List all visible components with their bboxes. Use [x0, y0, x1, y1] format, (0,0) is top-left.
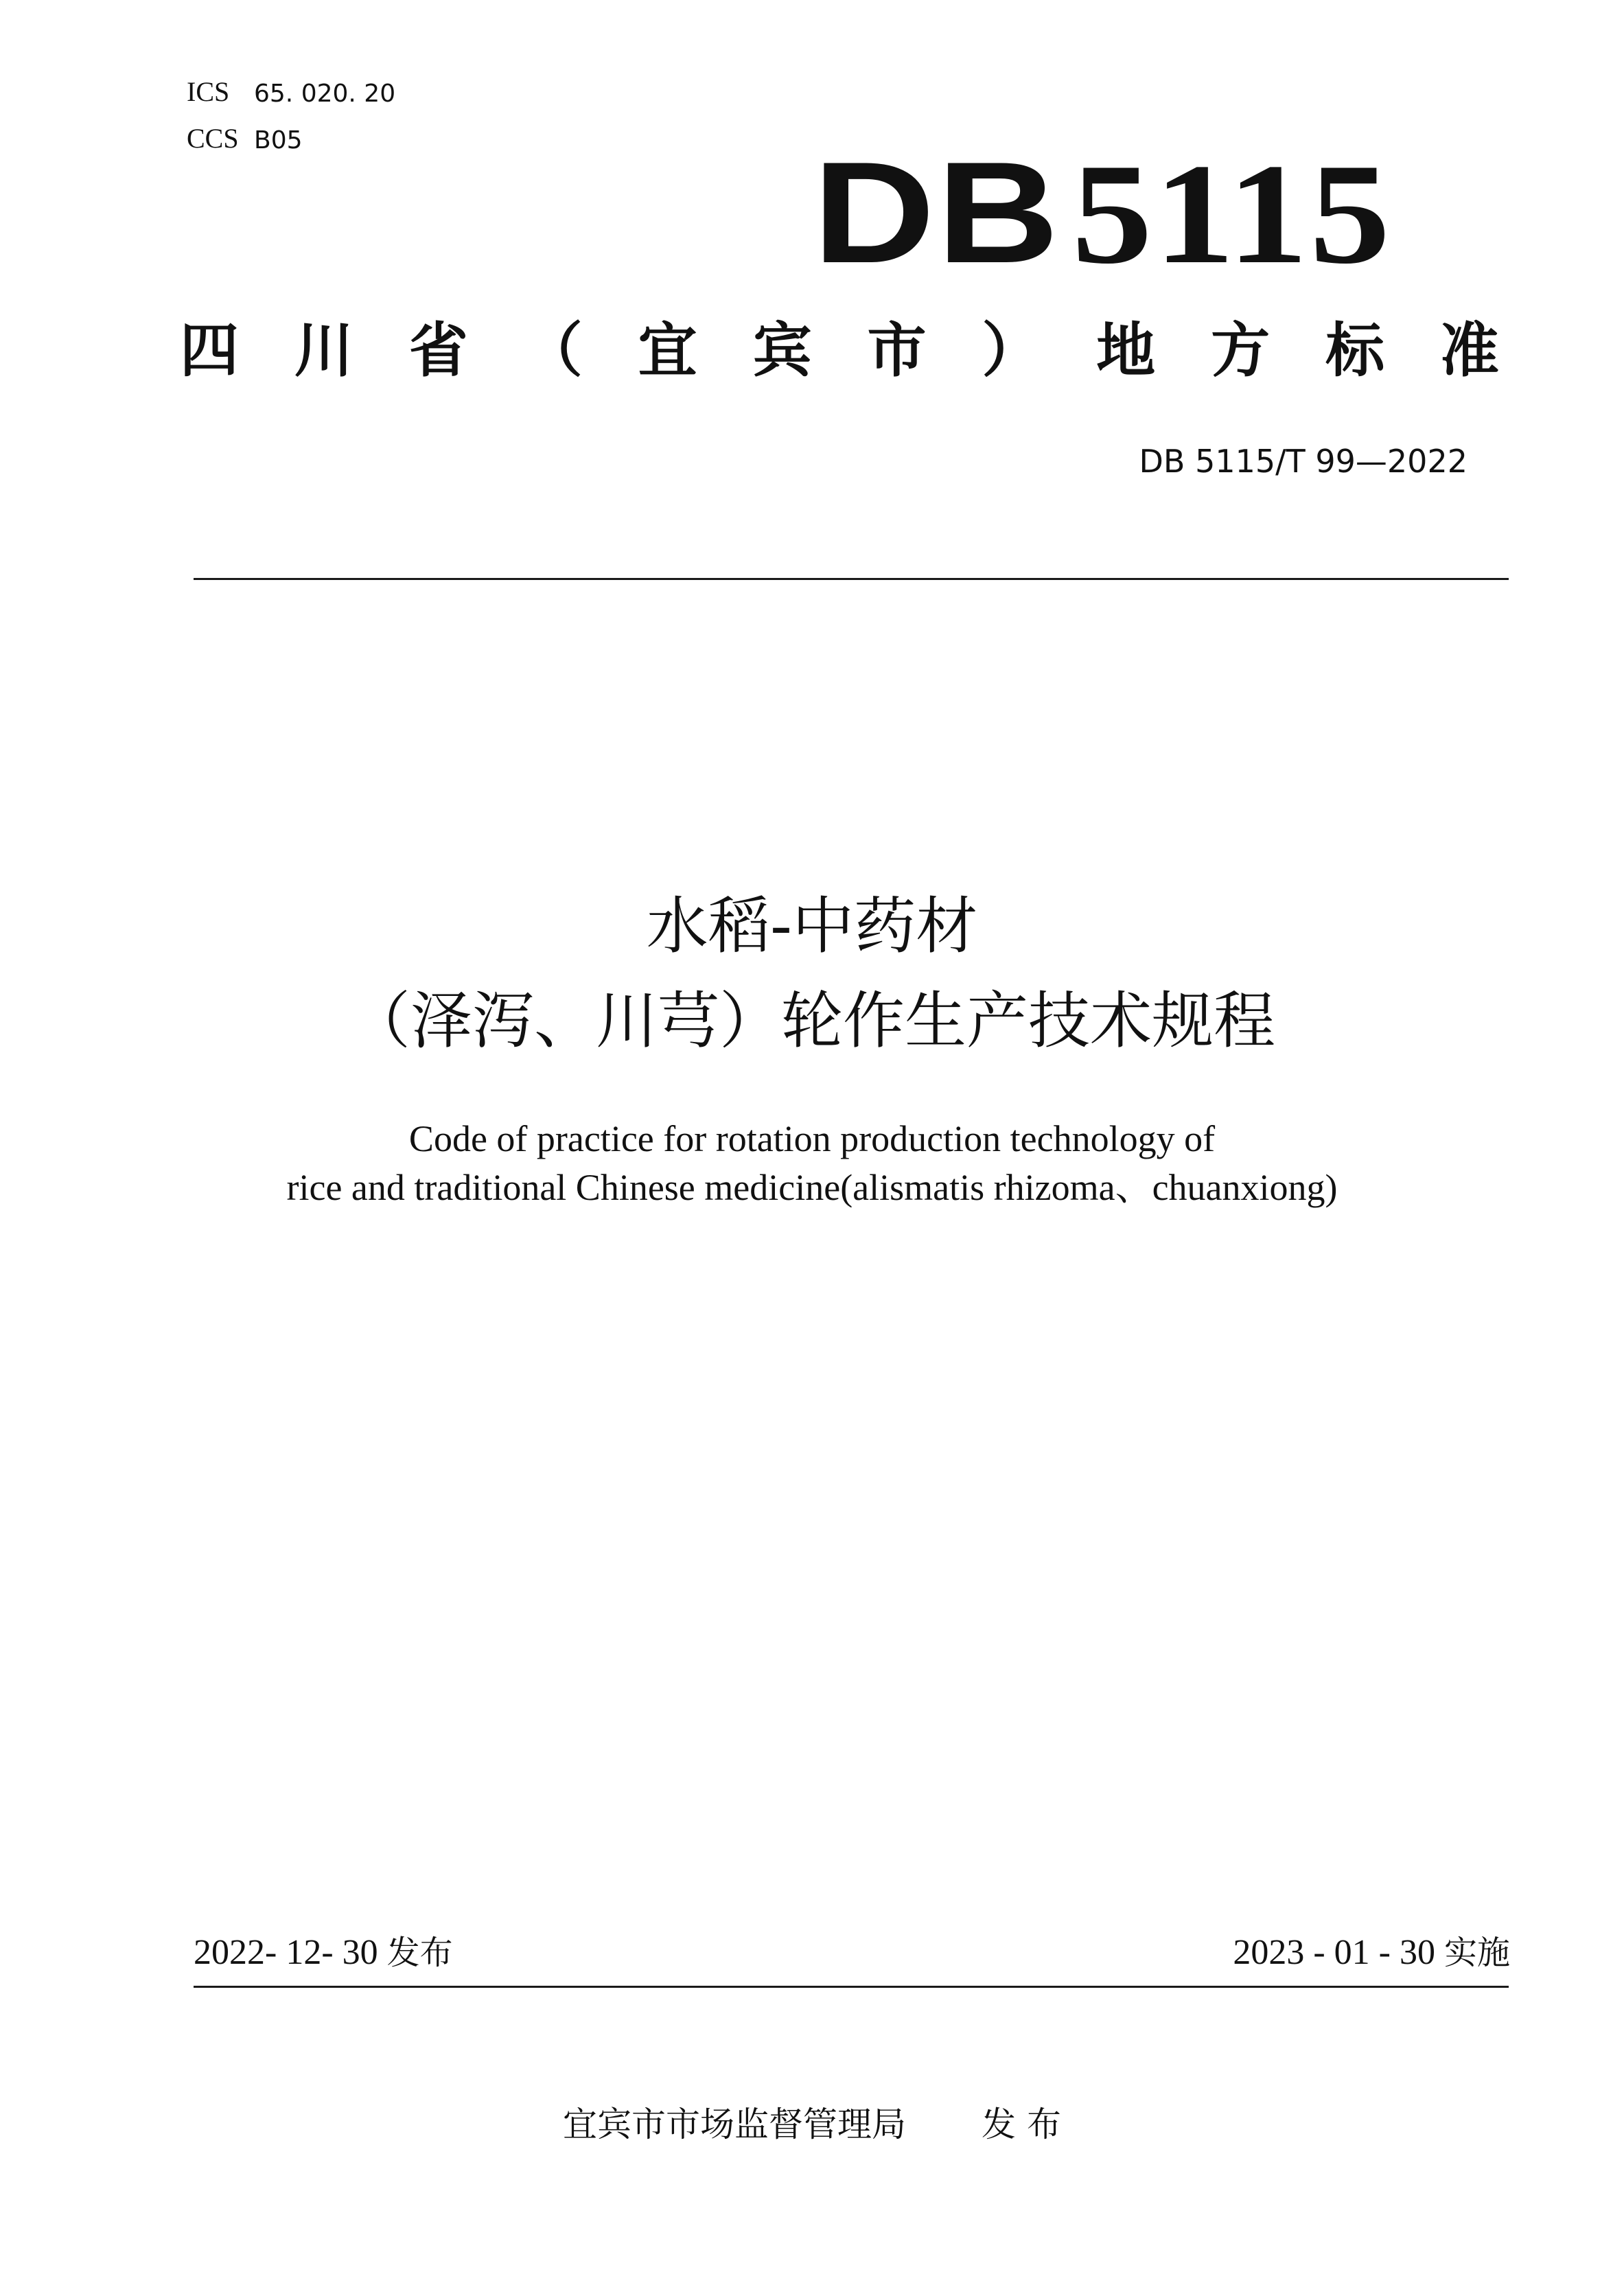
issuer-name: 宜宾市市场监督管理局 — [563, 2104, 907, 2144]
title-zh-line1: 水稻-中药材 — [646, 890, 978, 962]
top-divider — [194, 578, 1509, 580]
ics-value: 65. 020. 20 — [254, 80, 396, 108]
standard-number: DB 5115/T 99—2022 — [1139, 443, 1468, 480]
standard-level-char: 宾 — [752, 316, 812, 385]
bottom-divider — [194, 1986, 1509, 1988]
db-logo — [813, 132, 1392, 294]
ics-label: ICS — [187, 76, 230, 107]
standard-level-char: （ — [523, 316, 583, 385]
standard-level-char: 准 — [1439, 316, 1499, 385]
implement-label: 实施 — [1443, 1934, 1510, 1972]
title-zh-line2: （泽泻、川芎）轮作生产技术规程 — [349, 985, 1275, 1057]
publish-date-block — [194, 1926, 453, 1973]
standard-level-char: 四 — [180, 316, 239, 385]
standard-level-heading — [180, 313, 1499, 389]
implement-date-block — [1233, 1926, 1510, 1973]
title-en-line1: Code of practice for rotation production technology of — [408, 1118, 1216, 1159]
standard-level-char: 川 — [294, 316, 353, 385]
db-logo-prefix: DB — [813, 132, 1061, 293]
title-en-line2: rice and traditional Chinese medicine(alismatis rhizoma、chuanxiong) — [286, 1167, 1338, 1208]
standard-level-char: 方 — [1211, 316, 1271, 385]
issuer-action: 发 布 — [982, 2104, 1061, 2144]
implement-date: 2023 - 01 - 30 — [1233, 1933, 1435, 1972]
db-logo-code: 5115 — [1071, 135, 1392, 294]
standard-level-char: 地 — [1096, 316, 1156, 385]
standard-level-char: 市 — [867, 316, 927, 385]
publish-label: 发布 — [386, 1934, 453, 1972]
ccs-label: CCS — [187, 123, 239, 154]
standard-level-char: 标 — [1325, 316, 1385, 385]
standard-level-char: 宜 — [638, 316, 697, 385]
standard-level-char: 省 — [408, 316, 468, 385]
ccs-value: B05 — [254, 126, 303, 154]
standard-level-char: ） — [982, 316, 1041, 385]
issuer-line — [0, 2097, 1624, 2146]
publish-date: 2022- 12- 30 — [194, 1933, 378, 1972]
